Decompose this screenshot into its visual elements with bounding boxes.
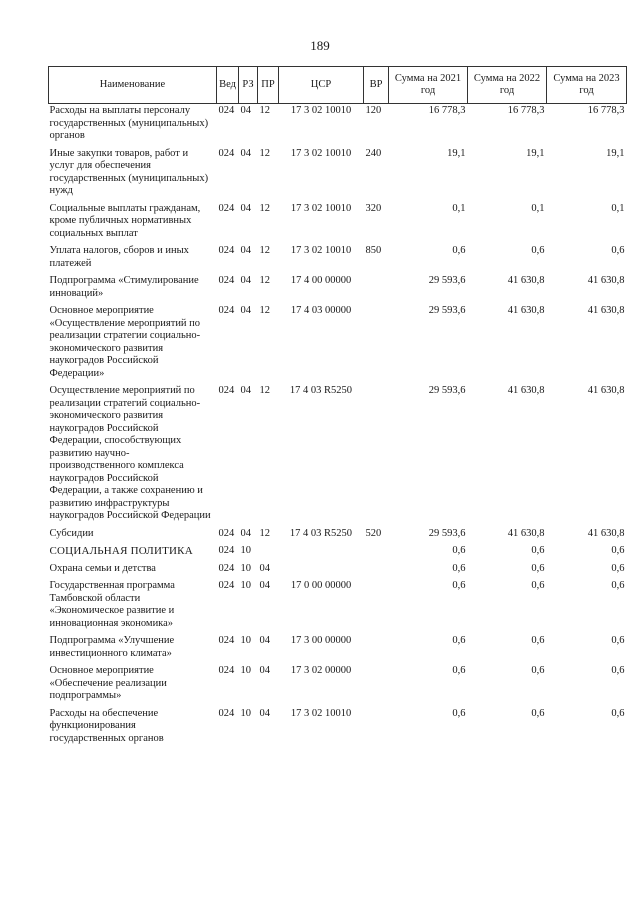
table-row — [49, 202, 627, 245]
cell-csr: 17 3 02 10010 — [290, 707, 352, 719]
cell-name: Основное мероприятие «Осуществление мероприятий по реализации стратегии социально-экономического развития наукоградов Российской Федерации» — [49, 305, 201, 379]
cell-pr: 12 — [259, 202, 270, 214]
cell-name: Расходы на выплаты персоналу государственных (муниципальных) органов — [49, 105, 209, 141]
header-name: Наименование — [49, 67, 217, 104]
cell-name: Иные закупки товаров, работ и услуг для обеспечения государственных (муниципальных) нужд — [49, 147, 209, 196]
cell-ved: 024 — [218, 707, 235, 719]
cell-sum-2022: 41 630,8 — [507, 305, 545, 316]
cell-pr: 12 — [259, 385, 270, 396]
cell-sum-2021: 29 593,6 — [428, 527, 466, 539]
cell-sum-2022: 16 778,3 — [507, 105, 545, 116]
cell-sum-2021: 0,6 — [452, 562, 466, 574]
cell-vr: 240 — [365, 147, 382, 159]
header-pr: ПР — [258, 67, 279, 104]
cell-sum-2021: 0,6 — [452, 580, 466, 591]
cell-csr: 17 3 02 10010 — [290, 105, 352, 116]
cell-vr — [364, 707, 389, 750]
cell-pr: 04 — [259, 562, 270, 574]
cell-rz: 04 — [240, 105, 251, 116]
cell-csr — [279, 562, 364, 580]
cell-rz: 04 — [240, 527, 251, 539]
cell-rz: 04 — [240, 385, 251, 396]
cell-sum-2023: 16 778,3 — [587, 105, 625, 116]
header-vr: ВР — [364, 67, 389, 104]
cell-vr — [364, 544, 389, 562]
table-row — [49, 707, 627, 750]
cell-sum-2021: 0,6 — [452, 635, 466, 646]
cell-sum-2022: 0,6 — [531, 545, 545, 556]
cell-sum-2021: 0,6 — [452, 707, 466, 719]
table-row — [49, 664, 627, 707]
header-sum-2023: Сумма на 2023 год — [547, 67, 627, 104]
cell-vr: 320 — [365, 202, 382, 214]
cell-pr: 12 — [259, 245, 270, 256]
cell-ved: 024 — [218, 580, 235, 591]
cell-csr: 17 0 00 00000 — [290, 580, 352, 591]
cell-vr — [364, 562, 389, 580]
cell-sum-2023: 0,6 — [611, 707, 625, 719]
cell-sum-2022: 41 630,8 — [507, 527, 545, 539]
cell-sum-2023: 41 630,8 — [587, 527, 625, 539]
cell-sum-2023: 0,1 — [611, 202, 625, 214]
cell-csr — [279, 544, 364, 562]
cell-csr: 17 3 02 00000 — [290, 665, 352, 676]
cell-sum-2021: 0,6 — [452, 245, 466, 256]
cell-sum-2022: 0,6 — [531, 635, 545, 646]
cell-pr — [258, 544, 279, 562]
cell-vr: 520 — [365, 527, 382, 539]
cell-sum-2021: 0,6 — [452, 545, 466, 556]
cell-pr: 04 — [259, 635, 270, 646]
cell-rz: 04 — [240, 275, 251, 286]
cell-rz: 04 — [240, 245, 251, 256]
cell-name: Расходы на обеспечение функционирования государственных органов — [49, 707, 164, 744]
cell-ved: 024 — [218, 665, 235, 676]
cell-sum-2023: 0,6 — [611, 580, 625, 591]
table-row — [49, 562, 627, 580]
cell-vr — [364, 274, 389, 304]
cell-rz: 10 — [240, 665, 251, 676]
cell-sum-2022: 41 630,8 — [507, 275, 545, 286]
cell-sum-2022: 0,6 — [531, 665, 545, 676]
cell-ved: 024 — [218, 635, 235, 646]
cell-vr — [364, 384, 389, 527]
table-row — [49, 384, 627, 527]
cell-name: Государственная программа Тамбовской области «Экономическое развитие и инновационная экономика» — [49, 580, 175, 629]
cell-vr: 850 — [365, 245, 382, 256]
budget-table — [48, 66, 627, 749]
cell-name: Социальные выплаты гражданам, кроме публичных нормативных социальных выплат — [49, 202, 201, 239]
cell-sum-2022: 0,6 — [531, 580, 545, 591]
table-row — [49, 104, 627, 147]
cell-sum-2022: 0,6 — [531, 245, 545, 256]
cell-csr: 17 3 02 10010 — [290, 147, 352, 159]
cell-sum-2023: 0,6 — [611, 635, 625, 646]
cell-sum-2021: 0,6 — [452, 665, 466, 676]
header-sum-2021: Сумма на 2021 год — [389, 67, 468, 104]
table-row — [49, 304, 627, 384]
cell-ved: 024 — [218, 545, 235, 556]
cell-ved: 024 — [218, 385, 235, 396]
cell-rz: 04 — [240, 305, 251, 316]
cell-vr — [364, 304, 389, 384]
cell-sum-2022: 0,6 — [531, 707, 545, 719]
cell-ved: 024 — [218, 305, 235, 316]
cell-sum-2021: 29 593,6 — [428, 275, 466, 286]
cell-sum-2021: 16 778,3 — [428, 105, 466, 116]
cell-name: Уплата налогов, сборов и иных платежей — [49, 245, 189, 269]
cell-csr: 17 3 02 10010 — [290, 202, 352, 214]
cell-sum-2022: 19,1 — [526, 147, 545, 159]
table-header — [49, 67, 627, 104]
cell-vr — [364, 634, 389, 664]
cell-ved: 024 — [218, 562, 235, 574]
header-ved: Вед — [217, 67, 239, 104]
cell-vr: 120 — [365, 105, 382, 116]
cell-rz: 10 — [240, 635, 251, 646]
cell-sum-2023: 19,1 — [606, 147, 625, 159]
cell-sum-2022: 0,6 — [531, 562, 545, 574]
cell-sum-2022: 0,1 — [531, 202, 545, 214]
cell-pr: 12 — [259, 305, 270, 316]
table-row — [49, 544, 627, 562]
cell-sum-2023: 0,6 — [611, 245, 625, 256]
table-row — [49, 527, 627, 545]
cell-ved: 024 — [218, 275, 235, 286]
cell-name: Подпрограмма «Стимулирование инноваций» — [49, 275, 199, 299]
cell-vr — [364, 579, 389, 634]
table-row — [49, 147, 627, 202]
cell-sum-2021: 0,1 — [452, 202, 466, 214]
cell-csr: 17 3 02 10010 — [290, 245, 352, 256]
table-body — [49, 104, 627, 750]
cell-rz: 10 — [240, 562, 251, 574]
cell-rz: 10 — [240, 580, 251, 591]
cell-csr: 17 4 00 00000 — [290, 275, 352, 286]
cell-pr: 04 — [259, 707, 270, 719]
cell-rz: 10 — [240, 545, 251, 556]
cell-vr — [364, 664, 389, 707]
cell-name: Охрана семьи и детства — [49, 562, 156, 574]
header-csr: ЦСР — [279, 67, 364, 104]
cell-sum-2023: 0,6 — [611, 545, 625, 556]
cell-rz: 04 — [240, 202, 251, 214]
cell-sum-2021: 29 593,6 — [428, 385, 466, 396]
cell-sum-2021: 19,1 — [447, 147, 466, 159]
table-row — [49, 244, 627, 274]
cell-pr: 04 — [259, 580, 270, 591]
header-sum-2022: Сумма на 2022 год — [468, 67, 547, 104]
cell-pr: 04 — [259, 665, 270, 676]
cell-sum-2023: 0,6 — [611, 562, 625, 574]
cell-pr: 12 — [259, 527, 270, 539]
cell-name: СОЦИАЛЬНАЯ ПОЛИТИКА — [49, 545, 193, 557]
cell-ved: 024 — [218, 202, 235, 214]
cell-name: Субсидии — [49, 527, 94, 539]
table-row — [49, 274, 627, 304]
cell-ved: 024 — [218, 245, 235, 256]
cell-csr: 17 3 00 00000 — [290, 635, 352, 646]
cell-pr: 12 — [259, 147, 270, 159]
cell-ved: 024 — [218, 105, 235, 116]
cell-rz: 10 — [240, 707, 251, 719]
cell-ved: 024 — [218, 147, 235, 159]
cell-name: Осуществление мероприятий по реализации стратегий социально-экономического развития наукоградов Российской Федерации, способствующих развитию научно-производственного комплекса наукоградов Российской Федерации, а также сохранению и развитию инфраструктуры наукоградов Российской Федерации — [49, 385, 211, 521]
cell-sum-2023: 41 630,8 — [587, 275, 625, 286]
cell-name: Основное мероприятие «Обеспечение реализации подпрограммы» — [49, 665, 167, 701]
cell-sum-2021: 29 593,6 — [428, 305, 466, 316]
table-row — [49, 579, 627, 634]
cell-name: Подпрограмма «Улучшение инвестиционного климата» — [49, 635, 175, 659]
cell-ved: 024 — [218, 527, 235, 539]
cell-sum-2023: 0,6 — [611, 665, 625, 676]
header-rz: РЗ — [239, 67, 258, 104]
cell-csr: 17 4 03 R5250 — [289, 385, 353, 396]
cell-sum-2023: 41 630,8 — [587, 385, 625, 396]
cell-pr: 12 — [259, 275, 270, 286]
table-row — [49, 634, 627, 664]
cell-csr: 17 4 03 R5250 — [289, 527, 353, 539]
cell-pr: 12 — [259, 105, 270, 116]
cell-csr: 17 4 03 00000 — [290, 305, 352, 316]
cell-sum-2023: 41 630,8 — [587, 305, 625, 316]
cell-rz: 04 — [240, 147, 251, 159]
cell-sum-2022: 41 630,8 — [507, 385, 545, 396]
page-number: 189 — [310, 38, 330, 53]
